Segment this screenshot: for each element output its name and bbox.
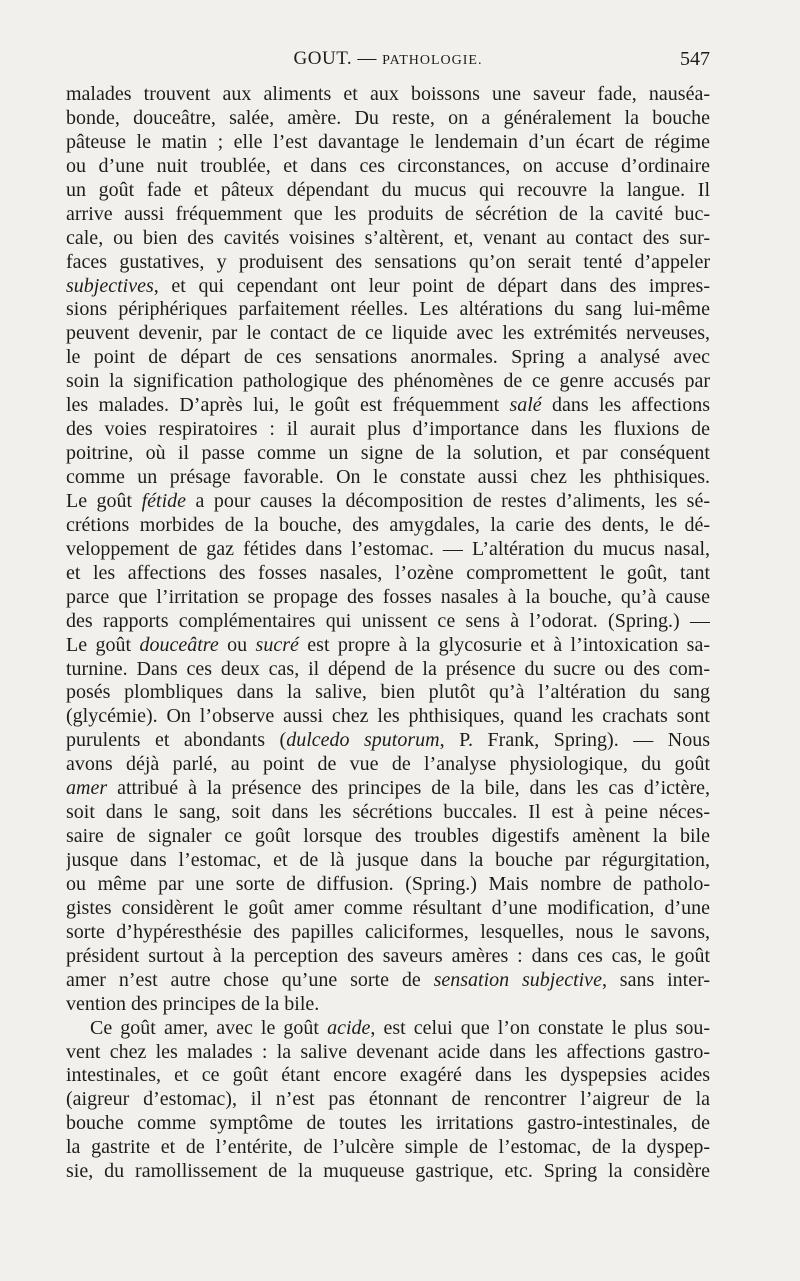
text-line bbox=[66, 203, 710, 227]
italic-text: sucré bbox=[255, 633, 299, 656]
text-segment: arrive aussi fréquemment que les produits de sécrétion de la cavité buc- bbox=[66, 202, 710, 225]
text-line bbox=[66, 681, 710, 705]
text-segment: intestinales, et ce goût étant encore exagéré dans les dyspepsies acides bbox=[66, 1064, 710, 1087]
text-segment: peuvent devenir, par le contact de ce liquide avec les extrémités nerveuses, bbox=[66, 322, 710, 345]
text-line bbox=[66, 370, 710, 394]
text-line bbox=[66, 873, 710, 897]
text-segment: gistes considèrent le goût amer comme résultant d’une modification, d’une bbox=[66, 896, 710, 919]
text-segment: sions périphériques parfaitement réelles. Les altérations du sang lui-même bbox=[66, 298, 710, 321]
text-segment: vention des principes de la bile. bbox=[66, 992, 320, 1015]
header-title-main: GOUT. bbox=[293, 48, 353, 69]
text-line bbox=[66, 777, 710, 801]
text-line bbox=[66, 1160, 710, 1184]
text-segment: sie, du ramollissement de la muqueuse gastrique, etc. Spring la considère bbox=[66, 1160, 710, 1183]
text-segment: les malades. D’après lui, le goût est fréquemment bbox=[66, 394, 510, 417]
text-segment: bonde, douceâtre, salée, amère. Du reste, on a généralement la bouche bbox=[66, 106, 710, 129]
text-segment: vent chez les malades : la salive devenant acide dans les affections gastro- bbox=[66, 1040, 710, 1063]
header-title-dash: — bbox=[357, 48, 377, 69]
text-segment: est propre à la glycosurie et à l’intoxication sa- bbox=[298, 633, 710, 656]
text-line bbox=[66, 945, 710, 969]
text-line bbox=[66, 753, 710, 777]
running-title bbox=[66, 48, 710, 70]
text-segment: (aigreur d’estomac), il n’est pas étonnant de rencontrer l’aigreur de la bbox=[66, 1088, 710, 1111]
text-line bbox=[66, 610, 710, 634]
text-line bbox=[66, 83, 710, 107]
text-line bbox=[66, 1136, 710, 1160]
text-line bbox=[66, 275, 710, 299]
text-line bbox=[66, 849, 710, 873]
text-segment: turnine. Dans ces deux cas, il dépend de la présence du sucre ou des com- bbox=[66, 657, 710, 680]
text-segment: , est celui que l’on constate le plus sou- bbox=[370, 1016, 710, 1039]
text-segment: cale, ou bien des cavités voisines s’altèrent, et, venant au contact des sur- bbox=[66, 226, 710, 249]
text-segment: faces gustatives, y produisent des sensations qu’on serait tenté d’appeler bbox=[66, 250, 710, 273]
text-segment: ou d’une nuit troublée, et dans ces circonstances, on accuse d’ordinaire bbox=[66, 154, 710, 177]
text-segment: posés plombliques dans la salive, bien plutôt qu’à l’altération du sang bbox=[66, 681, 710, 704]
running-header bbox=[66, 48, 710, 76]
text-line bbox=[66, 1017, 710, 1041]
text-segment: un goût fade et pâteux dépendant du mucus qui recouvre la langue. Il bbox=[66, 178, 710, 201]
text-line bbox=[66, 825, 710, 849]
page-number: 547 bbox=[680, 48, 710, 70]
text-line bbox=[66, 562, 710, 586]
text-segment: (glycémie). On l’observe aussi chez les phthisiques, quand les crachats sont bbox=[66, 705, 710, 728]
text-line bbox=[66, 490, 710, 514]
text-line bbox=[66, 729, 710, 753]
text-line bbox=[66, 658, 710, 682]
text-line bbox=[66, 993, 710, 1017]
text-line bbox=[66, 514, 710, 538]
body-text bbox=[66, 83, 710, 1184]
text-segment: le point de départ de ces sensations anormales. Spring a analysé avec bbox=[66, 346, 710, 369]
italic-text: salé bbox=[509, 394, 542, 417]
text-segment: des rapports complémentaires qui unissent ce sens à l’odorat. (Spring.) — bbox=[66, 609, 710, 632]
text-segment: poitrine, où il passe comme un signe de la solution, et par conséquent bbox=[66, 442, 710, 465]
text-segment: dans les affections bbox=[541, 394, 710, 417]
text-line bbox=[66, 442, 710, 466]
text-segment: ou même par une sorte de diffusion. (Spring.) Mais nombre de patholo- bbox=[66, 872, 710, 895]
italic-text: amer bbox=[66, 777, 108, 800]
text-line bbox=[66, 107, 710, 131]
text-segment: bouche comme symptôme de toutes les irritations gastro-intestinales, de bbox=[66, 1112, 710, 1135]
text-segment: a pour causes la décomposition de restes d’aliments, les sé- bbox=[186, 489, 710, 512]
text-line bbox=[66, 466, 710, 490]
text-segment: Le goût bbox=[66, 489, 142, 512]
text-line bbox=[66, 1064, 710, 1088]
text-segment: crétions morbides de la bouche, des amygdales, la carie des dents, le dé- bbox=[66, 513, 710, 536]
text-segment: la gastrite et de l’entérite, de l’ulcère simple de l’estomac, de la dyspep- bbox=[66, 1136, 710, 1159]
text-segment: comme un présage favorable. On le constate aussi chez les phthisiques. bbox=[66, 466, 710, 488]
text-segment: purulents et abondants ( bbox=[66, 729, 287, 752]
text-segment: veloppement de gaz fétides dans l’estomac. — L’altération du mucus nasal, bbox=[66, 537, 710, 560]
text-line bbox=[66, 1088, 710, 1112]
text-line bbox=[66, 1112, 710, 1136]
header-title-section: PATHOLOGIE. bbox=[382, 53, 483, 68]
text-line bbox=[66, 155, 710, 179]
text-line bbox=[66, 179, 710, 203]
text-line bbox=[66, 921, 710, 945]
text-segment: ou bbox=[218, 633, 256, 656]
italic-text: subjectives bbox=[66, 274, 154, 297]
text-segment: attribué à la présence des principes de la bile, dans les cas d’ictère, bbox=[107, 777, 710, 800]
text-line bbox=[66, 346, 710, 370]
text-line bbox=[66, 298, 710, 322]
text-line bbox=[66, 538, 710, 562]
text-segment: Le goût bbox=[66, 633, 140, 656]
text-line bbox=[66, 801, 710, 825]
text-segment: , sans inter- bbox=[601, 968, 710, 991]
italic-text: douceâtre bbox=[139, 633, 219, 656]
italic-text: sensation subjective bbox=[433, 968, 602, 991]
text-segment: , P. Frank, Spring). — Nous bbox=[439, 729, 710, 752]
text-segment: pâteuse le matin ; elle l’est davantage le lendemain d’un écart de régime bbox=[66, 130, 710, 153]
italic-text: fétide bbox=[141, 489, 187, 512]
italic-text: acide bbox=[327, 1016, 371, 1039]
text-line bbox=[66, 227, 710, 251]
text-line bbox=[66, 394, 710, 418]
text-segment: amer n’est autre chose qu’une sorte de bbox=[66, 968, 434, 991]
text-segment: malades trouvent aux aliments et aux boissons une saveur fade, nauséa- bbox=[66, 83, 710, 105]
text-segment: saire de signaler ce goût lorsque des troubles digestifs amènent la bile bbox=[66, 825, 710, 848]
text-line bbox=[66, 969, 710, 993]
text-segment: parce que l’irritation se propage des fosses nasales à la bouche, qu’à cause bbox=[66, 585, 710, 608]
text-segment: président surtout à la perception des saveurs amères : dans ces cas, le goût bbox=[66, 944, 710, 967]
text-segment: des voies respiratoires : il aurait plus d’importance dans les fluxions de bbox=[66, 418, 710, 441]
text-line bbox=[66, 418, 710, 442]
text-line bbox=[66, 705, 710, 729]
text-line bbox=[66, 586, 710, 610]
text-line bbox=[66, 322, 710, 346]
text-segment: soin la signification pathologique des phénomènes de ce genre accusés par bbox=[66, 370, 710, 393]
text-line bbox=[66, 1041, 710, 1065]
text-segment: avons déjà parlé, au point de vue de l’analyse physiologique, du goût bbox=[66, 753, 710, 776]
text-line bbox=[66, 897, 710, 921]
text-line bbox=[66, 131, 710, 155]
text-segment: et les affections des fosses nasales, l’ozène compromettent le goût, tant bbox=[66, 561, 710, 584]
text-line bbox=[66, 634, 710, 658]
text-segment: , et qui cependant ont leur point de départ dans des impres- bbox=[153, 274, 710, 297]
text-line bbox=[66, 251, 710, 275]
text-segment: soit dans le sang, soit dans les sécrétions buccales. Il est à peine néces- bbox=[66, 801, 710, 824]
text-segment: sorte d’hypéresthésie des papilles caliciformes, lesquelles, nous le savons, bbox=[66, 920, 710, 943]
italic-text: dulcedo sputorum bbox=[286, 729, 440, 752]
text-segment: Ce goût amer, avec le goût bbox=[90, 1016, 328, 1039]
text-segment: jusque dans l’estomac, et de là jusque dans la bouche par régurgitation, bbox=[66, 849, 710, 871]
